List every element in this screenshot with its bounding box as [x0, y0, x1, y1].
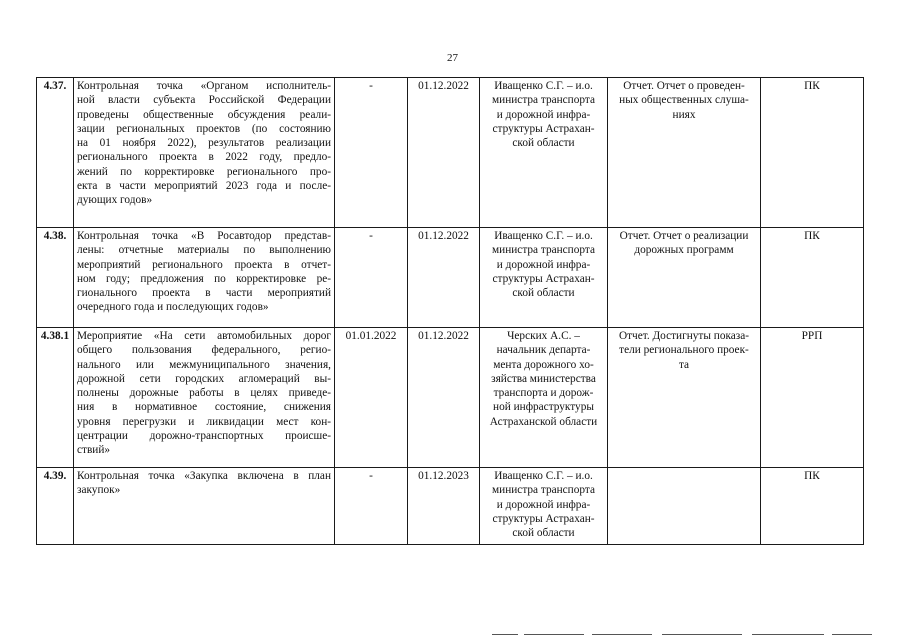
resp-line: Иващенко С.Г. – и.о. — [494, 230, 593, 242]
result-line: ных общественных слуша- — [619, 94, 749, 107]
responsible-cell — [480, 328, 608, 468]
end-date-cell — [408, 468, 480, 545]
control-level-cell — [761, 328, 864, 468]
resp-line: Астраханской области — [489, 415, 598, 428]
resp-line: и дорожной инфра- — [496, 498, 591, 511]
desc-line: регионального проекта в 2022 году, предло- — [77, 151, 331, 164]
start-date-cell — [335, 228, 408, 328]
item-number: 4.38.1 — [40, 330, 70, 342]
resp-line: и дорожной инфра- — [496, 258, 591, 271]
result-cell — [608, 78, 761, 228]
control-level-cell — [761, 78, 864, 228]
footer-rule — [524, 634, 584, 635]
desc-line: ния в нормативное состояние, снижения — [77, 401, 331, 414]
desc-line: уровня перегрузки и ликвидации мест кон- — [77, 415, 331, 428]
desc-line: зации региональных проектов (по состоянию — [77, 122, 331, 135]
desc-line: дующих годов» — [77, 194, 153, 207]
desc-line: проведены общественные обсуждения реали- — [77, 108, 331, 121]
result-cell — [608, 328, 761, 468]
desc-line: нального или межмуниципального значения, — [77, 358, 331, 371]
resp-line: Иващенко С.Г. – и.о. — [494, 470, 593, 482]
description-cell — [74, 228, 335, 328]
resp-line: структуры Астрахан- — [492, 512, 595, 525]
resp-line: министра транспорта — [492, 244, 595, 257]
resp-line: ской области — [512, 137, 575, 150]
item-number-cell — [37, 328, 74, 468]
resp-line: транспорта и дорож- — [493, 387, 594, 400]
resp-line: ной инфраструктуры — [493, 401, 594, 414]
control-level: ПК — [804, 230, 820, 242]
description-cell — [74, 468, 335, 545]
end-date: 01.12.2023 — [418, 470, 469, 482]
end-date-cell — [408, 228, 480, 328]
footer-rule — [492, 634, 518, 635]
start-date-cell — [335, 468, 408, 545]
start-date: - — [369, 230, 373, 242]
start-date: - — [369, 470, 373, 482]
result-line: та — [678, 358, 690, 371]
start-date: - — [369, 80, 373, 92]
desc-line: ствий» — [77, 444, 111, 457]
control-level: ПК — [804, 470, 820, 482]
resp-line: структуры Астрахан- — [492, 122, 595, 135]
resp-line: и дорожной инфра- — [496, 108, 591, 121]
result-line: Отчет. Отчет о реализации — [619, 230, 749, 242]
control-level-cell — [761, 228, 864, 328]
control-level: ПК — [804, 80, 820, 92]
item-number: 4.38. — [43, 230, 67, 242]
result-line: ниях — [672, 108, 696, 121]
desc-line: центрации дорожно-транспортных происше- — [77, 430, 331, 443]
end-date-cell — [408, 328, 480, 468]
control-level: РРП — [801, 330, 823, 342]
result-cell — [608, 468, 761, 545]
resp-line: Черских А.С. – — [507, 330, 580, 342]
desc-line: Контрольная точка «Закупка включена в план — [77, 470, 331, 482]
control-level-cell — [761, 468, 864, 545]
footer-rule — [592, 634, 652, 635]
item-number-cell — [37, 228, 74, 328]
item-number: 4.37. — [43, 80, 67, 92]
desc-line: очередного года и последующих годов» — [77, 301, 269, 314]
desc-line: ной власти субъекта Российской Федерации — [77, 94, 331, 107]
desc-line: жений по корректировке регионального про- — [77, 165, 331, 178]
desc-line: гионального проекта в части мероприятий — [77, 287, 331, 300]
desc-line: екта в части мероприятий 2023 года и после- — [77, 180, 331, 193]
result-line: Отчет. Отчет о проведен- — [623, 80, 745, 92]
table-row — [37, 228, 864, 328]
resp-line: начальник департа- — [496, 344, 591, 357]
item-number-cell — [37, 468, 74, 545]
activity-table — [36, 77, 864, 545]
desc-line: закупок» — [77, 484, 121, 497]
page-number: 27 — [447, 52, 458, 64]
desc-line: ном году; предложения по корректировке ре- — [77, 272, 331, 285]
desc-line: Контрольная точка «В Росавтодор представ- — [77, 230, 331, 242]
desc-line: на 01 ноября 2022), результатов реализации — [77, 137, 331, 150]
desc-line: общего пользования федерального, регио- — [77, 344, 331, 357]
item-number-cell — [37, 78, 74, 228]
start-date-cell — [335, 328, 408, 468]
desc-line: Контрольная точка «Органом исполнитель- — [77, 80, 331, 92]
resp-line: зяйства министерства — [491, 372, 596, 385]
resp-line: Иващенко С.Г. – и.о. — [494, 80, 593, 92]
resp-line: министра транспорта — [492, 484, 595, 497]
responsible-cell — [480, 228, 608, 328]
result-line: тели регионального проек- — [619, 344, 749, 357]
desc-line: мероприятий регионального проекта в отчет- — [77, 258, 331, 271]
desc-line: лены: отчетные материалы по выполнению — [77, 244, 331, 257]
footer-rule — [662, 634, 742, 635]
resp-line: мента дорожного хо- — [493, 358, 594, 371]
footer-rule — [752, 634, 824, 635]
start-date: 01.01.2022 — [345, 330, 397, 342]
table-row — [37, 78, 864, 228]
resp-line: ской области — [512, 287, 575, 300]
desc-line: полнены дорожные работы в целях приведе- — [77, 387, 331, 400]
result-cell — [608, 228, 761, 328]
resp-line: структуры Астрахан- — [492, 272, 595, 285]
end-date: 01.12.2022 — [418, 330, 469, 342]
table-row — [37, 328, 864, 468]
desc-line: Мероприятие «На сети автомобильных дорог — [77, 330, 331, 342]
description-cell — [74, 328, 335, 468]
result-line: дорожных программ — [634, 244, 734, 257]
item-number: 4.39. — [43, 470, 67, 482]
end-date-cell — [408, 78, 480, 228]
desc-line: дорожной сети городских агломераций вы- — [77, 372, 331, 385]
responsible-cell — [480, 468, 608, 545]
resp-line: министра транспорта — [492, 94, 595, 107]
responsible-cell — [480, 78, 608, 228]
resp-line: ской области — [512, 527, 575, 540]
footer-rule — [832, 634, 872, 635]
end-date: 01.12.2022 — [418, 230, 469, 242]
table-row — [37, 468, 864, 545]
description-cell — [74, 78, 335, 228]
result-line: Отчет. Достигнуты показа- — [618, 330, 750, 342]
start-date-cell — [335, 78, 408, 228]
end-date: 01.12.2022 — [418, 80, 469, 92]
